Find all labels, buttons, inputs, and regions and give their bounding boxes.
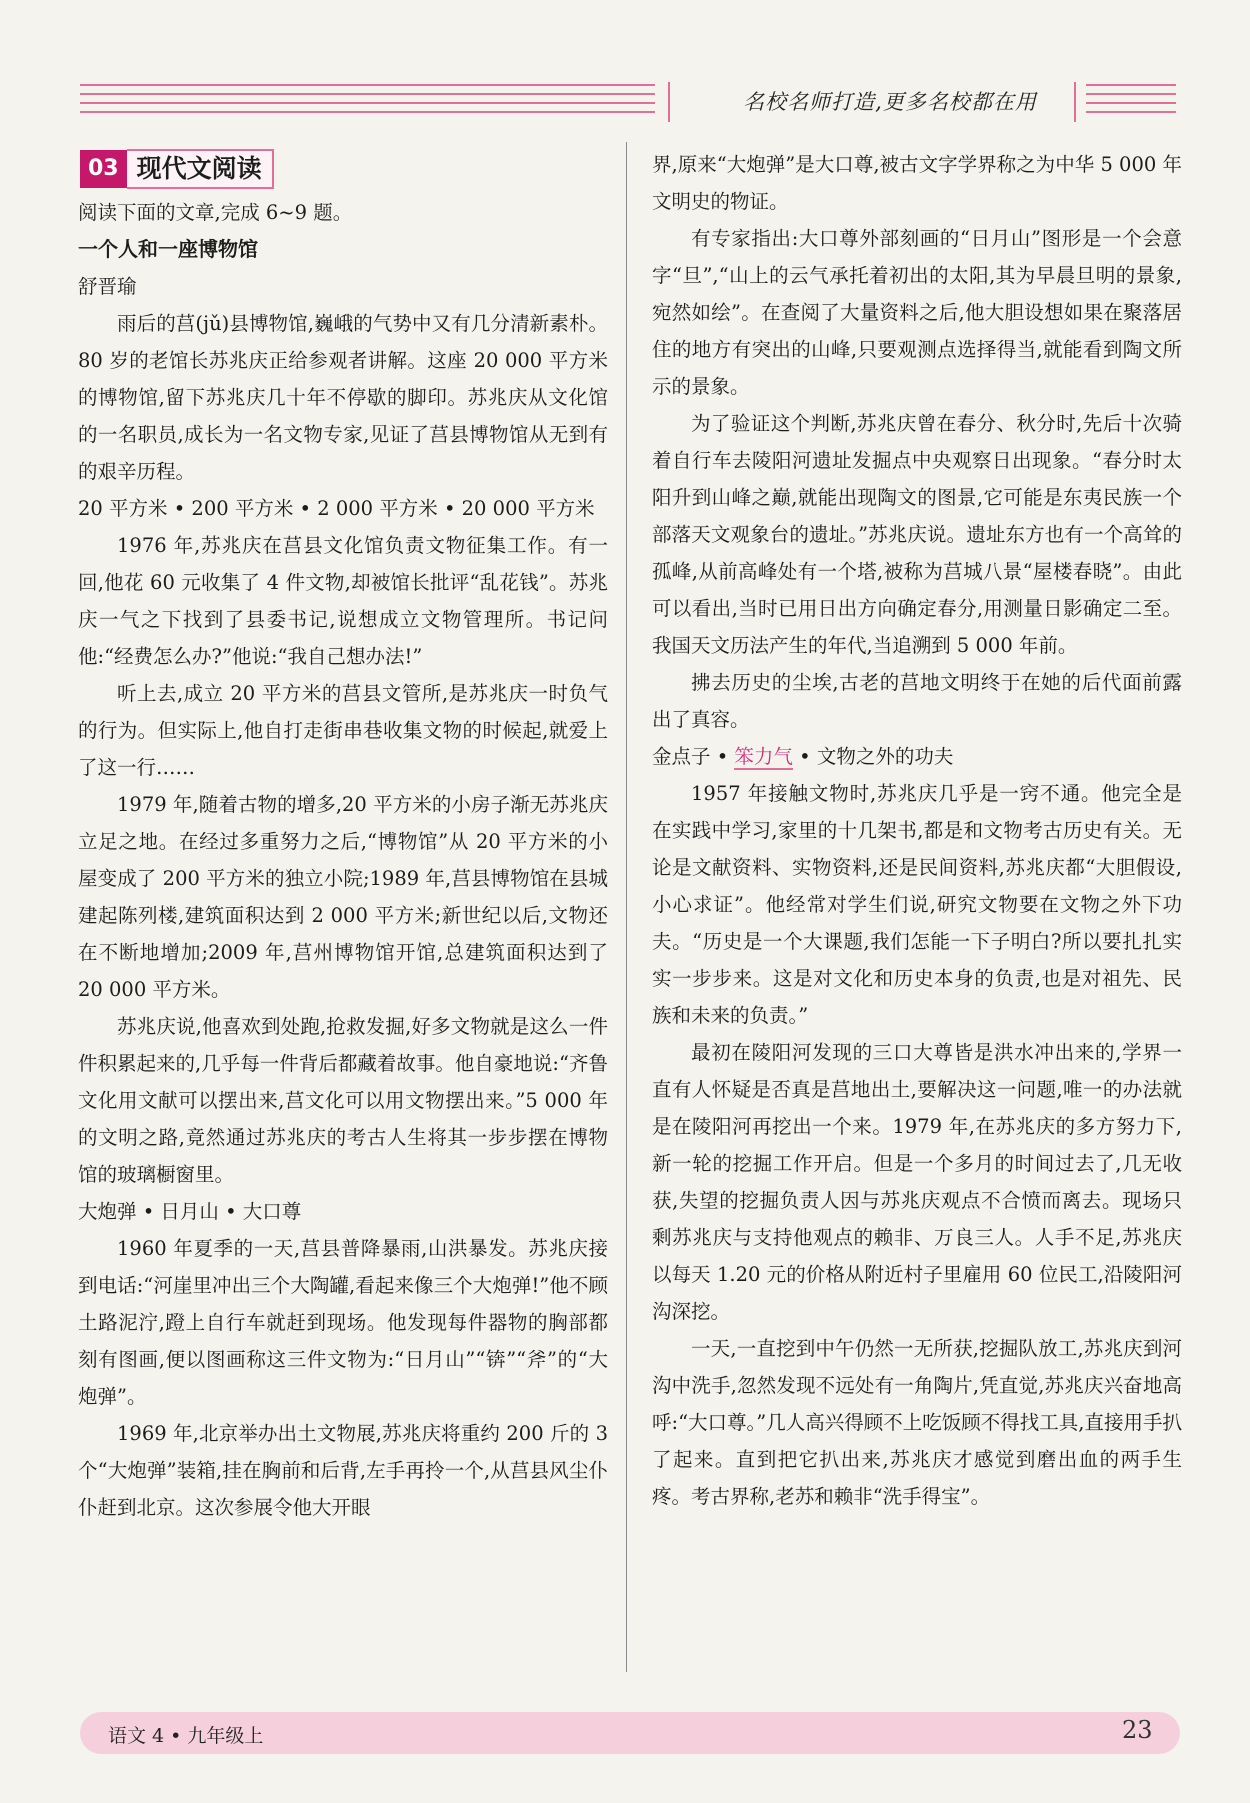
paragraph: 1976 年,苏兆庆在莒县文化馆负责文物征集工作。有一回,他花 60 元收集了 4 件文物,却被馆长批评“乱花钱”。苏兆庆一气之下找到了县委书记,说想成立文物管理所。书记问他:“经费怎么办?”他说:“我自己想办法!” [78,534,608,668]
footer-text: 语文 4 • 九年级上 [108,1725,264,1747]
paragraph-continued: 界,原来“大炮弹”是大口尊,被古文字学界称之为中华 5 000 年文明史的物证。 [652,153,1182,213]
paragraph: 听上去,成立 20 平方米的莒县文管所,是苏兆庆一时负气的行为。但实际上,他自打走街串巷收集文物的时候起,就爱上了这一行…… [78,682,608,779]
section-subtitle: 大炮弹 • 日月山 • 大口尊 [78,1200,302,1223]
section-subtitle [652,738,1182,775]
subtitle-part: 金点子 • [652,745,735,768]
paragraph: 1957 年接触文物时,苏兆庆几乎是一窍不通。他完全是在实践中学习,家里的十几架书,都是和文物考古历史有关。无论是文献资料、实物资料,还是民间资料,苏兆庆都“大胆假设,小心求证”。他经常对学生们说,研究文物要在文物之外下功夫。“历史是一个大课题,我们怎能一下子明白?所以要扎扎实实一步步来。这是对文化和历史本身的负责,也是对祖先、民族和未来的负责。” [652,782,1182,1027]
paragraph-continued: 20 平方米 • 200 平方米 • 2 000 平方米 • 20 000 平方米 [78,497,595,520]
section-badge [80,148,608,190]
right-column [652,146,1182,1515]
section-title: 现代文阅读 [127,149,274,189]
paragraph: 拂去历史的尘埃,古老的莒地文明终于在她的后代面前露出了真容。 [652,671,1182,731]
article-author: 舒晋瑜 [78,275,137,298]
paragraph: 一天,一直挖到中午仍然一无所获,挖掘队放工,苏兆庆到河沟中洗手,忽然发现不远处有一角陶片,凭直觉,苏兆庆兴奋地高呼:“大口尊。”几人高兴得顾不上吃饭顾不得找工具,直接用手扒了起来。直到把它扒出来,苏兆庆才感觉到磨出血的两手生疼。考古界称,老苏和赖非“洗手得宝”。 [652,1337,1182,1508]
section-number: 03 [80,150,127,188]
paragraph: 1969 年,北京举办出土文物展,苏兆庆将重约 200 斤的 3 个“大炮弹”装箱,挂在胸前和后背,左手再拎一个,从莒县风尘仆仆赶到北京。这次参展令他大开眼 [78,1422,608,1519]
paragraph: 1979 年,随着古物的增多,20 平方米的小房子渐无苏兆庆立足之地。在经过多重努力之后,“博物馆”从 20 平方米的小屋变成了 200 平方米的独立小院;1989 年,莒县博物馆在县城建起陈列楼,建筑面积达到 2 000 平方米;新世纪以后,文物还在不断地增加;2009 年,莒州博物馆开馆,总建筑面积达到了 20 000 平方米。 [78,793,608,1001]
paragraph: 苏兆庆说,他喜欢到处跑,抢救发掘,好多文物就是这么一件件积累起来的,几乎每一件背后都藏着故事。他自豪地说:“齐鲁文化用文献可以摆出来,莒文化可以用文物摆出来。”5 000 年的文明之路,竟然通过苏兆庆的考古人生将其一步步摆在博物馆的玻璃橱窗里。 [78,1015,608,1186]
page-number: 23 [1122,1716,1153,1744]
paragraph: 有专家指出:大口尊外部刻画的“日月山”图形是一个会意字“旦”,“山上的云气承托着初出的太阳,其为早晨旦明的景象,宛然如绘”。在查阅了大量资料之后,他大胆设想如果在聚落居住的地方有突出的山峰,只要观测点选择得当,就能看到陶文所示的景象。 [652,227,1182,398]
subtitle-part: • 文物之外的功夫 [792,745,954,768]
header-divider-left [668,82,670,122]
instruction: 阅读下面的文章,完成 6~9 题。 [78,201,353,224]
column-divider [626,142,627,1672]
paragraph: 为了验证这个判断,苏兆庆曾在春分、秋分时,先后十次骑着自行车去陵阳河遗址发掘点中央观察日出现象。“春分时太阳升到山峰之巅,就能出现陶文的图景,它可能是东夷民族一个部落天文观象台的遗址。”苏兆庆说。遗址东方也有一个高耸的孤峰,从前高峰处有一个塔,被称为莒城八景“屋楼春晓”。由此可以看出,当时已用日出方向确定春分,用测量日影确定二至。我国天文历法产生的年代,当追溯到 5 000 年前。 [652,412,1182,657]
paragraph: 最初在陵阳河发现的三口大尊皆是洪水冲出来的,学界一直有人怀疑是否真是莒地出土,要解决这一问题,唯一的办法就是在陵阳河再挖出一个来。1979 年,在苏兆庆的多方努力下,新一轮的挖掘工作开启。但是一个多月的时间过去了,几无收获,失望的挖掘负责人因与苏兆庆观点不合愤而离去。现场只剩苏兆庆与支持他观点的赖非、万良三人。人手不足,苏兆庆以每天 1.20 元的价格从附近村子里雇用 60 位民工,沿陵阳河沟深挖。 [652,1041,1182,1323]
header-divider-right [1074,82,1076,122]
paragraph: 雨后的莒(jǔ)县博物馆,巍峨的气势中又有几分清新素朴。80 岁的老馆长苏兆庆正给参观者讲解。这座 20 000 平方米的博物馆,留下苏兆庆几十年不停歇的脚印。苏兆庆从文化馆的一名职员,成长为一名文物专家,见证了莒县博物馆从无到有的艰辛历程。 [78,312,608,483]
left-column [78,146,608,1526]
header-slogan: 名校名师打造,更多名校都在用 [743,90,1037,114]
highlighted-keyword: 笨力气 [734,745,793,768]
paragraph: 1960 年夏季的一天,莒县普降暴雨,山洪暴发。苏兆庆接到电话:“河崖里冲出三个大陶罐,看起来像三个大炮弹!”他不顾土路泥泞,蹬上自行车就赶到现场。他发现每件器物的胸部都刻有图画,便以图画称这三件文物为:“日月山”“锛”“斧”的“大炮弹”。 [78,1237,608,1408]
article-title: 一个人和一座博物馆 [78,237,258,261]
